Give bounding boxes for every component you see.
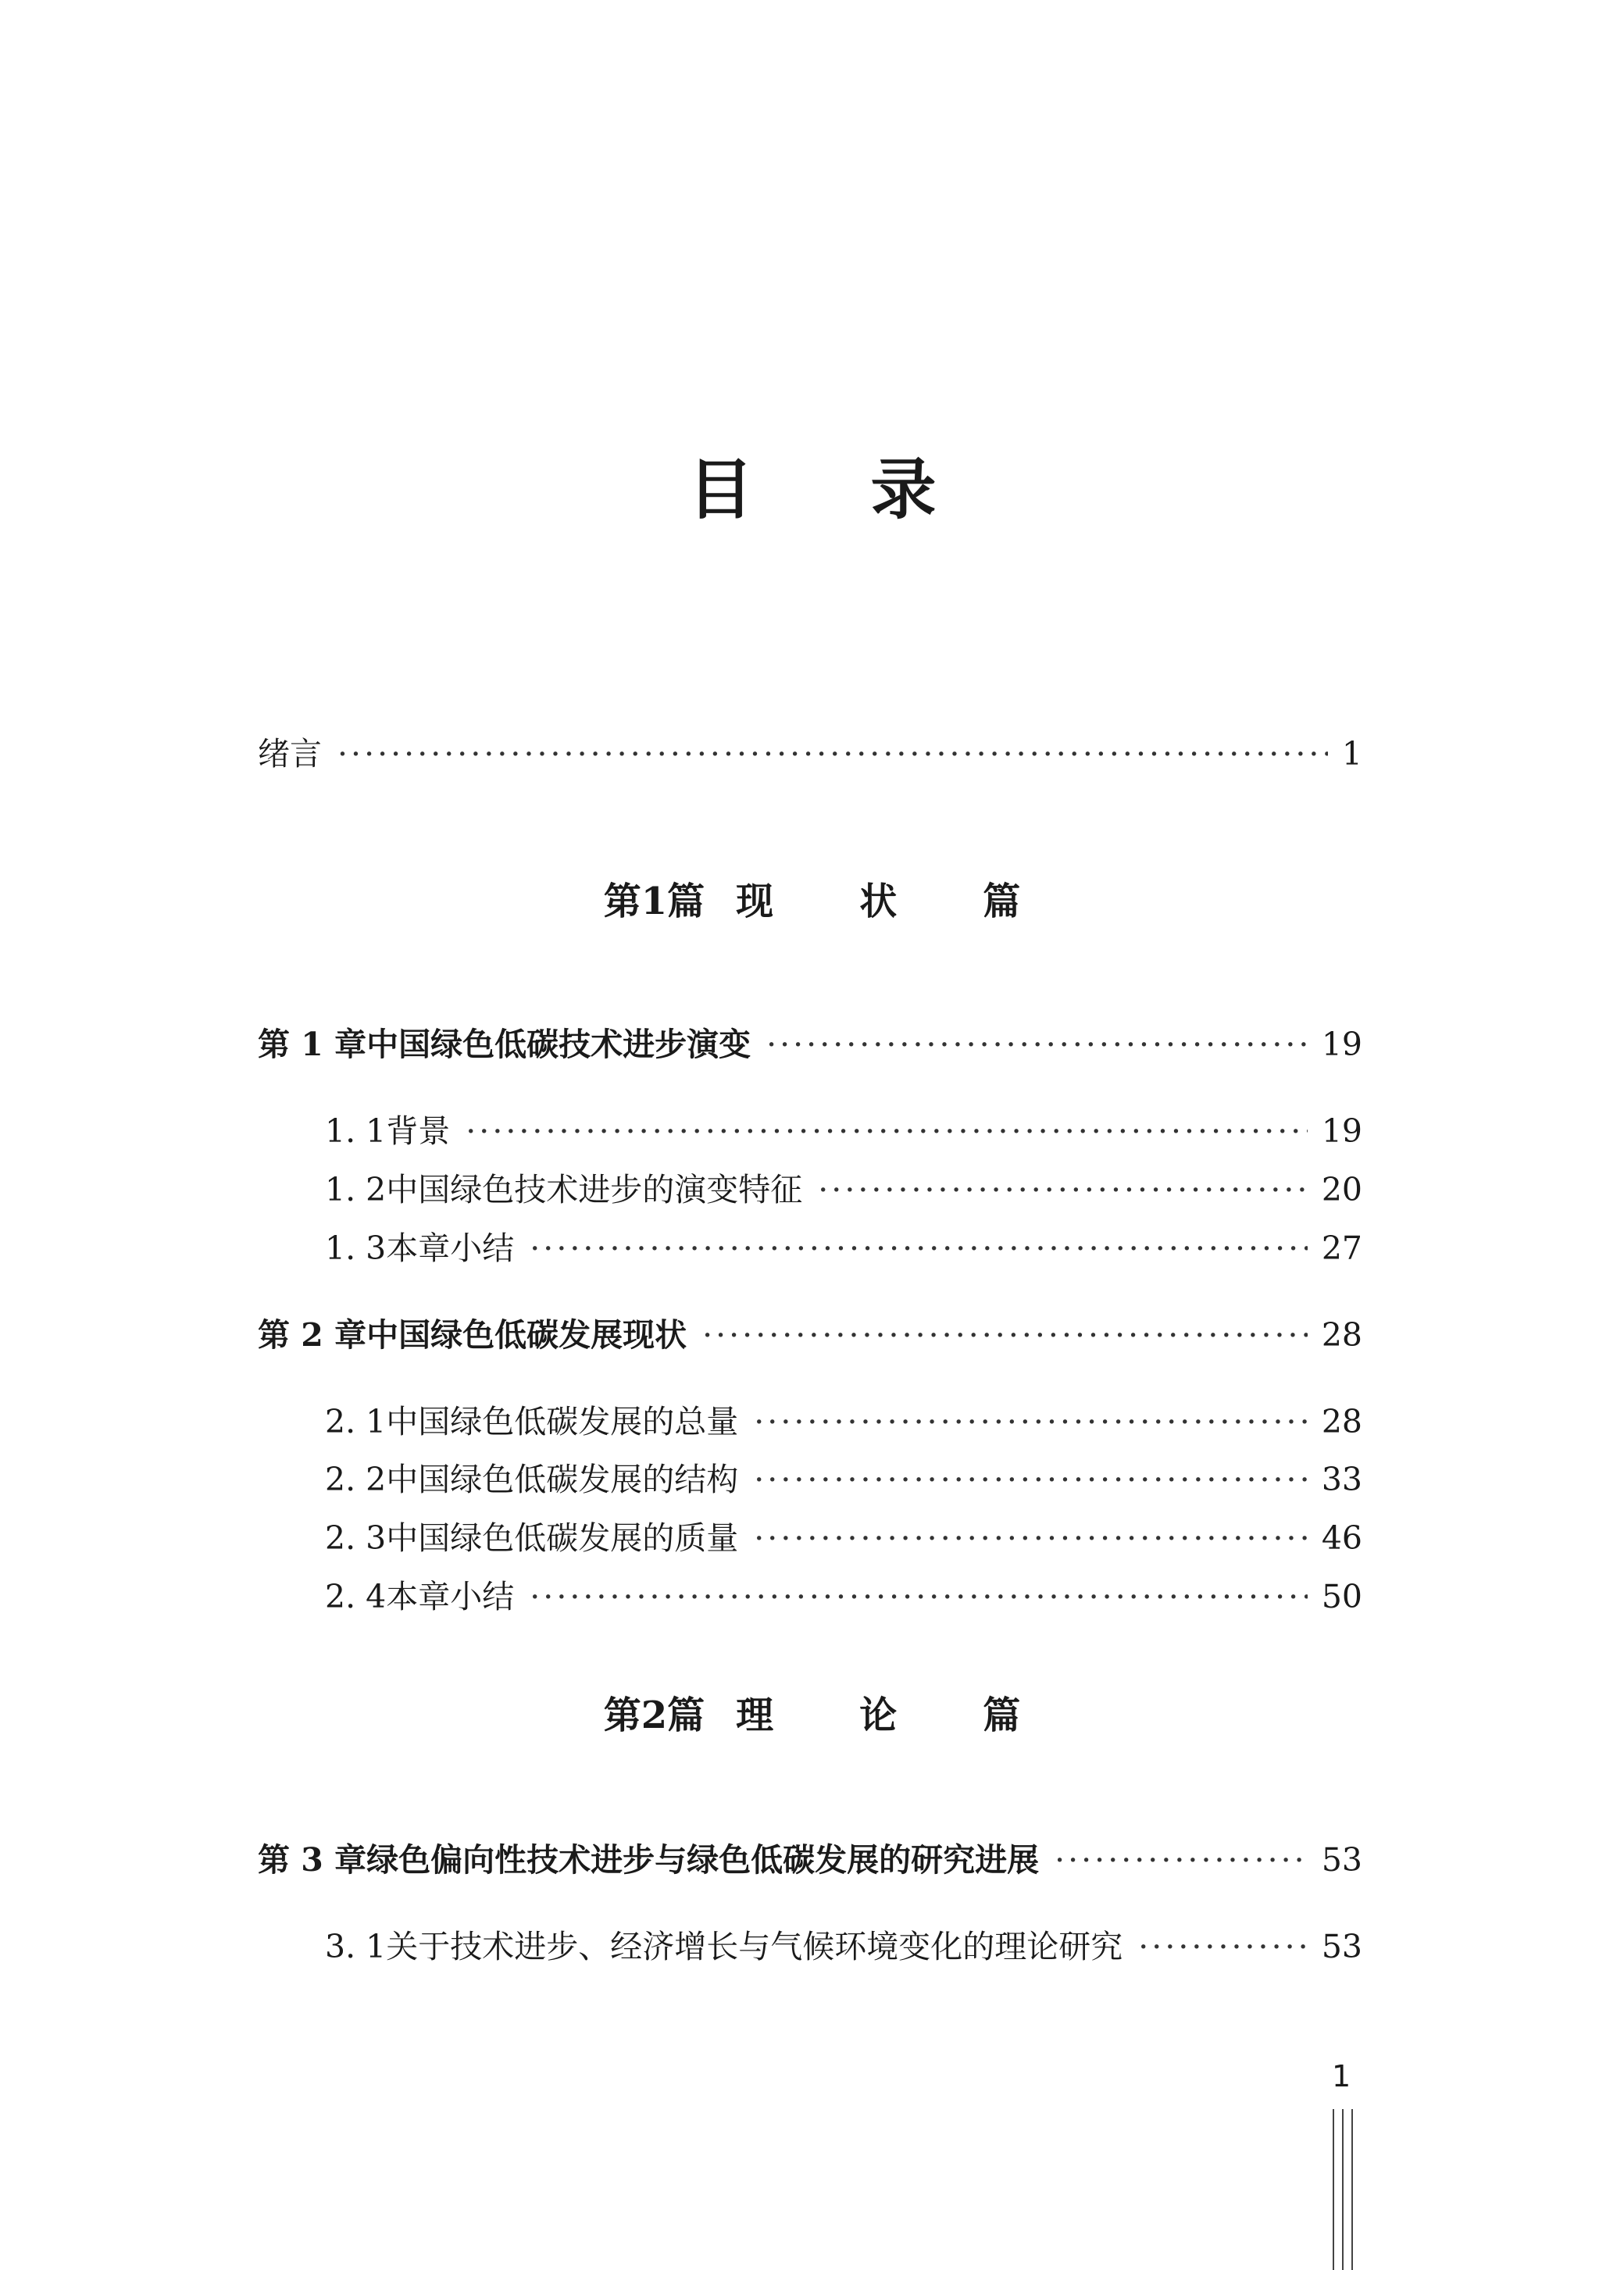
toc-entry-section[interactable]	[258, 1400, 1362, 1444]
chapter-title: 中国绿色低碳发展现状	[366, 1316, 687, 1354]
page-folio: 1	[1332, 2059, 1351, 2093]
section-number: 2. 4	[325, 1578, 387, 1615]
section-number: 2. 3	[325, 1519, 387, 1557]
part-title-char: 现	[736, 880, 774, 923]
dot-leader	[466, 1109, 1308, 1153]
dot-leader	[818, 1168, 1308, 1212]
dot-leader	[754, 1516, 1308, 1560]
page-number: 20	[1321, 1171, 1362, 1208]
part-title-char: 篇	[983, 1694, 1021, 1737]
page-number: 46	[1321, 1519, 1362, 1557]
part-title-char: 理	[736, 1694, 774, 1737]
toc-entry-preface[interactable]	[258, 732, 1362, 776]
toc-entry-section[interactable]	[258, 1168, 1362, 1212]
chapter-title: 中国绿色低碳技术进步演变	[366, 1026, 751, 1063]
page-number: 1	[1341, 735, 1362, 773]
part-title-char: 篇	[983, 880, 1021, 923]
page-number: 19	[1321, 1112, 1362, 1150]
toc-entry-section[interactable]	[258, 1458, 1362, 1501]
section-title: 中国绿色技术进步的演变特征	[386, 1171, 803, 1208]
section-number: 1. 1	[325, 1112, 387, 1150]
page-number: 27	[1321, 1230, 1362, 1267]
toc-entry-section[interactable]	[258, 1226, 1362, 1270]
chapter-number: 第 3 章	[258, 1841, 367, 1879]
page-number: 33	[1321, 1461, 1362, 1498]
dot-leader	[530, 1226, 1308, 1270]
page-number: 53	[1321, 1841, 1362, 1879]
margin-rule	[1342, 2109, 1344, 2270]
section-title: 中国绿色低碳发展的总量	[386, 1403, 739, 1440]
dot-leader	[754, 1458, 1308, 1501]
dot-leader	[754, 1400, 1308, 1444]
section-number: 1. 3	[325, 1230, 387, 1267]
dot-leader	[530, 1575, 1308, 1619]
dot-leader	[766, 1023, 1308, 1066]
page-number: 50	[1321, 1578, 1362, 1615]
dot-leader	[1138, 1925, 1308, 1968]
section-title: 关于技术进步、经济增长与气候环境变化的理论研究	[386, 1928, 1123, 1965]
toc-entry-chapter[interactable]	[258, 1838, 1362, 1882]
toc-entry-chapter[interactable]	[258, 1313, 1362, 1357]
part-heading-1	[0, 876, 1624, 926]
dot-leader	[702, 1313, 1308, 1357]
part-title-char: 论	[859, 1694, 898, 1737]
dot-leader	[337, 732, 1328, 776]
toc-title	[0, 447, 1624, 533]
margin-rule	[1333, 2109, 1334, 2270]
part-title-char: 状	[859, 880, 898, 923]
toc-entry-section[interactable]	[258, 1516, 1362, 1560]
section-number: 1. 2	[325, 1171, 387, 1208]
section-number: 2. 2	[325, 1461, 387, 1498]
toc-entry-section[interactable]	[258, 1109, 1362, 1153]
entry-label: 绪言	[258, 735, 322, 773]
section-number: 2. 1	[325, 1403, 387, 1440]
chapter-title: 绿色偏向性技术进步与绿色低碳发展的研究进展	[366, 1841, 1040, 1879]
page-number: 28	[1321, 1316, 1362, 1354]
section-title: 本章小结	[386, 1578, 515, 1615]
section-title: 中国绿色低碳发展的质量	[386, 1519, 739, 1557]
toc-entry-section[interactable]	[258, 1575, 1362, 1619]
toc-title-char-2: 录	[870, 451, 937, 528]
part-number: 第2篇	[603, 1694, 705, 1737]
chapter-number: 第 2 章	[258, 1316, 367, 1354]
page-number: 28	[1321, 1403, 1362, 1440]
margin-rule	[1351, 2109, 1353, 2270]
dot-leader	[1055, 1838, 1308, 1882]
toc-title-char-1: 目	[687, 451, 754, 528]
section-number: 3. 1	[325, 1928, 387, 1965]
section-title: 背景	[386, 1112, 451, 1150]
toc-entry-section[interactable]	[258, 1925, 1362, 1968]
section-title: 中国绿色低碳发展的结构	[386, 1461, 739, 1498]
part-heading-2	[0, 1690, 1624, 1740]
part-number: 第1篇	[603, 880, 705, 923]
page-number: 53	[1321, 1928, 1362, 1965]
toc-entry-chapter[interactable]	[258, 1023, 1362, 1066]
page-number: 19	[1321, 1026, 1362, 1063]
section-title: 本章小结	[386, 1230, 515, 1267]
chapter-number: 第 1 章	[258, 1026, 367, 1063]
